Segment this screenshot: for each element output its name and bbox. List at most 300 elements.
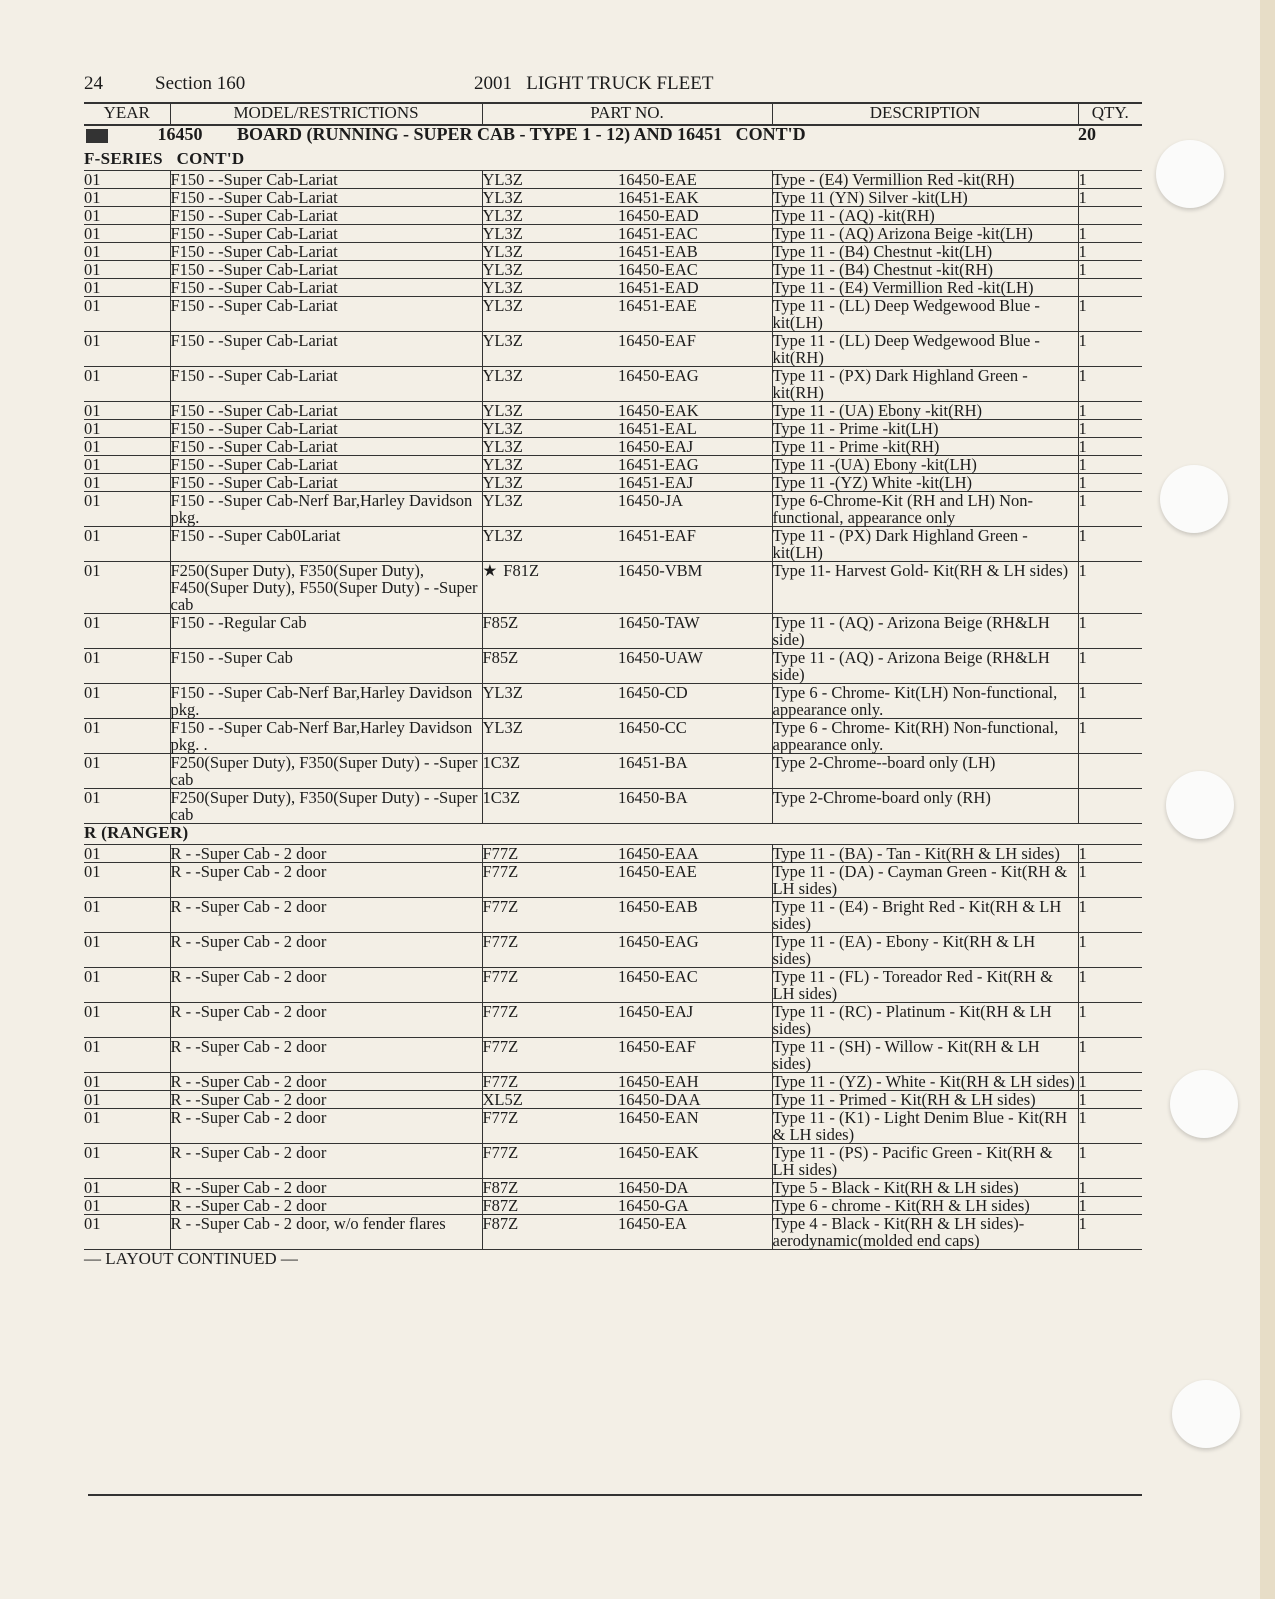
part-number-cell: 16450-EAH (618, 1073, 772, 1091)
part-number-cell: 16451-EAJ (618, 474, 772, 492)
year-cell: 01 (84, 243, 170, 261)
year-cell: 01 (84, 898, 170, 933)
qty-cell: 1 (1078, 1144, 1142, 1179)
table-row (84, 492, 1142, 527)
year-cell: 01 (84, 1073, 170, 1091)
year-cell: 01 (84, 207, 170, 225)
punch-hole (1156, 140, 1224, 208)
model-cell: F250(Super Duty), F350(Super Duty), F450(Super Duty), F550(Super Duty) - -Super cab (170, 562, 482, 614)
part-number-cell: 16451-EAK (618, 189, 772, 207)
col-model: MODEL/RESTRICTIONS (170, 103, 482, 125)
part-prefix-cell (482, 754, 618, 789)
year-cell: 01 (84, 684, 170, 719)
description-cell: Type 11- Harvest Gold- Kit(RH & LH sides) (772, 562, 1078, 614)
year-cell: 01 (84, 1003, 170, 1038)
qty-cell: 1 (1078, 456, 1142, 474)
model-cell: F150 - -Super Cab-Lariat (170, 332, 482, 367)
description-cell: Type 11 -(YZ) White -kit(LH) (772, 474, 1078, 492)
part-prefix: F77Z (482, 862, 519, 881)
qty-cell: 1 (1078, 968, 1142, 1003)
year-cell: 01 (84, 1038, 170, 1073)
qty-cell: 1 (1078, 1179, 1142, 1197)
year-cell: 01 (84, 1091, 170, 1109)
part-prefix-cell (482, 863, 618, 898)
description-cell: Type 11 - (FL) - Toreador Red - Kit(RH & LH sides) (772, 968, 1078, 1003)
table-row (84, 243, 1142, 261)
description-cell: Type 11 - (UA) Ebony -kit(RH) (772, 402, 1078, 420)
part-prefix-cell (482, 1215, 618, 1250)
part-prefix-cell (482, 243, 618, 261)
part-prefix-cell (482, 684, 618, 719)
qty-cell: 1 (1078, 171, 1142, 189)
part-prefix-cell (482, 1038, 618, 1073)
year-cell: 01 (84, 789, 170, 824)
table-row (84, 1091, 1142, 1109)
part-prefix: YL3Z (482, 455, 523, 474)
year-cell: 01 (84, 754, 170, 789)
model-cell: R - -Super Cab - 2 door (170, 1038, 482, 1073)
table-row (84, 207, 1142, 225)
year-cell: 01 (84, 845, 170, 863)
table-row (84, 189, 1142, 207)
part-number-cell: 16450-EAC (618, 261, 772, 279)
page-number: 24 (84, 73, 103, 94)
part-prefix: YL3Z (482, 366, 523, 385)
table-row (84, 171, 1142, 189)
group-header-row (84, 125, 1142, 150)
part-prefix: XL5Z (482, 1090, 523, 1109)
punch-hole (1166, 771, 1234, 839)
qty-cell: 1 (1078, 1038, 1142, 1073)
model-cell: R - -Super Cab - 2 door (170, 933, 482, 968)
part-prefix: YL3Z (482, 278, 523, 297)
part-prefix-cell (482, 1144, 618, 1179)
part-number-cell: 16450-EAJ (618, 438, 772, 456)
part-prefix-cell (482, 402, 618, 420)
punch-hole (1170, 1070, 1238, 1138)
part-prefix: YL3Z (482, 473, 523, 492)
part-prefix-cell (482, 968, 618, 1003)
part-number-cell: 16450-UAW (618, 649, 772, 684)
part-number-cell: 16450-EAG (618, 367, 772, 402)
year-cell: 01 (84, 492, 170, 527)
qty-cell: 1 (1078, 438, 1142, 456)
model-cell: F150 - -Super Cab-Lariat (170, 420, 482, 438)
year-cell: 01 (84, 1144, 170, 1179)
qty-cell: 1 (1078, 562, 1142, 614)
model-cell: F150 - -Super Cab-Lariat (170, 225, 482, 243)
table-row (84, 1073, 1142, 1091)
qty-cell: 1 (1078, 189, 1142, 207)
year-cell: 01 (84, 474, 170, 492)
part-prefix: YL3Z (482, 718, 523, 737)
description-cell: Type 11 - (AQ) -kit(RH) (772, 207, 1078, 225)
part-prefix-cell (482, 789, 618, 824)
part-prefix: F85Z (482, 648, 519, 667)
year-cell: 01 (84, 402, 170, 420)
model-cell: F150 - -Super Cab-Lariat (170, 474, 482, 492)
year-cell: 01 (84, 420, 170, 438)
part-prefix: F77Z (482, 1072, 519, 1091)
description-cell: Type 6-Chrome-Kit (RH and LH) Non-functional, appearance only (772, 492, 1078, 527)
part-prefix-cell (482, 1091, 618, 1109)
table-row (84, 719, 1142, 754)
model-cell: F150 - -Regular Cab (170, 614, 482, 649)
year-cell: 01 (84, 438, 170, 456)
part-prefix: YL3Z (482, 401, 523, 420)
description-cell: Type 2-Chrome--board only (LH) (772, 754, 1078, 789)
table-row (84, 754, 1142, 789)
description-cell: Type 11 - (DA) - Cayman Green - Kit(RH & LH sides) (772, 863, 1078, 898)
part-prefix-cell (482, 297, 618, 332)
model-cell: F150 - -Super Cab-Lariat (170, 243, 482, 261)
part-prefix-cell (482, 171, 618, 189)
qty-cell: 1 (1078, 614, 1142, 649)
description-cell: Type 11 - Prime -kit(LH) (772, 420, 1078, 438)
table-row (84, 438, 1142, 456)
model-cell: F150 - -Super Cab-Lariat (170, 189, 482, 207)
qty-cell: 1 (1078, 1215, 1142, 1250)
year-cell: 01 (84, 933, 170, 968)
part-prefix: YL3Z (482, 526, 523, 545)
description-cell: Type 11 - (AQ) - Arizona Beige (RH&LH side) (772, 649, 1078, 684)
qty-cell (1078, 789, 1142, 824)
year-cell: 01 (84, 863, 170, 898)
description-cell: Type 2-Chrome-board only (RH) (772, 789, 1078, 824)
qty-cell: 1 (1078, 684, 1142, 719)
part-prefix-cell (482, 649, 618, 684)
qty-cell (1078, 207, 1142, 225)
col-description: DESCRIPTION (772, 103, 1078, 125)
table-row (84, 261, 1142, 279)
model-cell: F250(Super Duty), F350(Super Duty) - -Super cab (170, 789, 482, 824)
bottom-rule (88, 1494, 1142, 1496)
part-prefix-cell (482, 261, 618, 279)
description-cell: Type 11 - (SH) - Willow - Kit(RH & LH sides) (772, 1038, 1078, 1073)
year-cell: 01 (84, 456, 170, 474)
part-prefix: 1C3Z (482, 753, 521, 772)
qty-cell: 1 (1078, 225, 1142, 243)
part-prefix-cell (482, 207, 618, 225)
part-prefix: YL3Z (482, 206, 523, 225)
model-cell: R - -Super Cab - 2 door (170, 1179, 482, 1197)
description-cell: Type 11 - (LL) Deep Wedgewood Blue - kit(LH) (772, 297, 1078, 332)
year-cell: 01 (84, 527, 170, 562)
model-cell: F150 - -Super Cab-Lariat (170, 297, 482, 332)
qty-cell (1078, 279, 1142, 297)
part-prefix: F77Z (482, 844, 519, 863)
part-prefix-cell (482, 933, 618, 968)
table-row (84, 1109, 1142, 1144)
qty-cell: 1 (1078, 845, 1142, 863)
part-number-cell: 16450-BA (618, 789, 772, 824)
part-prefix-cell (482, 474, 618, 492)
part-prefix: F77Z (482, 1037, 519, 1056)
col-part-no: PART NO. (482, 103, 772, 125)
description-cell: Type 6 - chrome - Kit(RH & LH sides) (772, 1197, 1078, 1215)
model-cell: F150 - -Super Cab-Lariat (170, 367, 482, 402)
parts-table-body (84, 125, 1142, 1276)
part-number-cell: 16451-EAC (618, 225, 772, 243)
model-cell: R - -Super Cab - 2 door (170, 845, 482, 863)
year-cell: 01 (84, 649, 170, 684)
model-cell: F150 - -Super Cab-Lariat (170, 207, 482, 225)
year-cell: 01 (84, 367, 170, 402)
part-prefix: YL3Z (482, 170, 523, 189)
part-prefix: F77Z (482, 1108, 519, 1127)
table-row (84, 367, 1142, 402)
description-cell: Type 11 - (E4) - Bright Red - Kit(RH & LH sides) (772, 898, 1078, 933)
part-prefix-cell (482, 420, 618, 438)
qty-cell: 1 (1078, 243, 1142, 261)
model-cell: F150 - -Super Cab (170, 649, 482, 684)
part-prefix: F77Z (482, 1002, 519, 1021)
part-number-cell: 16450-DA (618, 1179, 772, 1197)
year-cell: 01 (84, 279, 170, 297)
part-prefix: F81Z (503, 561, 540, 580)
new-part-star-icon: ★ (482, 561, 498, 580)
table-row (84, 1179, 1142, 1197)
part-number-cell: 16450-EAN (618, 1109, 772, 1144)
part-prefix-cell (482, 1179, 618, 1197)
year-cell: 01 (84, 562, 170, 614)
table-row (84, 279, 1142, 297)
section-heading-row (84, 150, 1142, 171)
part-prefix: F87Z (482, 1196, 519, 1215)
part-number-cell: 16450-EAK (618, 402, 772, 420)
description-cell: Type 11 - (B4) Chestnut -kit(RH) (772, 261, 1078, 279)
part-number-cell: 16451-EAE (618, 297, 772, 332)
qty-cell: 1 (1078, 933, 1142, 968)
qty-cell: 1 (1078, 898, 1142, 933)
table-row (84, 968, 1142, 1003)
part-prefix: YL3Z (482, 224, 523, 243)
table-row (84, 456, 1142, 474)
model-cell: F150 - -Super Cab-Nerf Bar,Harley Davidson pkg. . (170, 719, 482, 754)
table-row (84, 845, 1142, 863)
part-number-cell: 16450-GA (618, 1197, 772, 1215)
part-number-cell: 16450-EAB (618, 898, 772, 933)
table-row (84, 1215, 1142, 1250)
qty-cell: 1 (1078, 1091, 1142, 1109)
description-cell: Type 5 - Black - Kit(RH & LH sides) (772, 1179, 1078, 1197)
part-prefix: F85Z (482, 613, 519, 632)
year-cell: 01 (84, 1109, 170, 1144)
model-cell: F250(Super Duty), F350(Super Duty) - -Super cab (170, 754, 482, 789)
part-prefix-cell (482, 492, 618, 527)
table-row (84, 649, 1142, 684)
description-cell: Type - (E4) Vermillion Red -kit(RH) (772, 171, 1078, 189)
part-prefix-cell (482, 562, 618, 614)
part-prefix-cell (482, 898, 618, 933)
table-row (84, 402, 1142, 420)
qty-cell: 1 (1078, 261, 1142, 279)
part-number-cell: 16450-TAW (618, 614, 772, 649)
table-row (84, 1197, 1142, 1215)
model-cell: R - -Super Cab - 2 door (170, 863, 482, 898)
table-row (84, 1144, 1142, 1179)
part-number-cell: 16450-DAA (618, 1091, 772, 1109)
description-cell: Type 6 - Chrome- Kit(RH) Non-functional, appearance only. (772, 719, 1078, 754)
section-title: R (RANGER) (84, 824, 1142, 845)
group-title: BOARD (RUNNING - SUPER CAB - TYPE 1 - 12) AND 16451 CONT'D (237, 124, 806, 144)
section-label: Section 160 (155, 73, 246, 94)
description-cell: Type 11 - (BA) - Tan - Kit(RH & LH sides) (772, 845, 1078, 863)
catalog-title: 2001 LIGHT TRUCK FLEET (474, 73, 714, 94)
section-heading-row (84, 824, 1142, 845)
part-prefix-cell (482, 279, 618, 297)
part-prefix: YL3Z (482, 331, 523, 350)
part-prefix-cell (482, 438, 618, 456)
description-cell: Type 11 -(UA) Ebony -kit(LH) (772, 456, 1078, 474)
column-header-row (84, 103, 1142, 125)
table-row (84, 562, 1142, 614)
part-number-cell: 16451-EAG (618, 456, 772, 474)
model-cell: R - -Super Cab - 2 door (170, 898, 482, 933)
qty-cell: 1 (1078, 332, 1142, 367)
model-cell: F150 - -Super Cab-Lariat (170, 171, 482, 189)
description-cell: Type 4 - Black - Kit(RH & LH sides)- aerodynamic(molded end caps) (772, 1215, 1078, 1250)
parts-table (84, 102, 1142, 1276)
qty-cell: 1 (1078, 649, 1142, 684)
part-number-cell: 16450-JA (618, 492, 772, 527)
part-prefix: 1C3Z (482, 788, 521, 807)
table-row (84, 933, 1142, 968)
section-title: F-SERIES CONT'D (84, 150, 1142, 171)
year-cell: 01 (84, 171, 170, 189)
description-cell: Type 11 - (EA) - Ebony - Kit(RH & LH sides) (772, 933, 1078, 968)
table-row (84, 863, 1142, 898)
model-cell: R - -Super Cab - 2 door (170, 1109, 482, 1144)
part-prefix-cell (482, 1073, 618, 1091)
part-number-cell: 16450-EA (618, 1215, 772, 1250)
model-cell: F150 - -Super Cab0Lariat (170, 527, 482, 562)
model-cell: R - -Super Cab - 2 door (170, 1091, 482, 1109)
description-cell: Type 11 - (B4) Chestnut -kit(LH) (772, 243, 1078, 261)
year-cell: 01 (84, 261, 170, 279)
part-prefix-cell (482, 367, 618, 402)
model-cell: R - -Super Cab - 2 door (170, 1197, 482, 1215)
part-number-cell: 16451-EAB (618, 243, 772, 261)
qty-cell: 1 (1078, 719, 1142, 754)
description-cell: Type 11 - (PX) Dark Highland Green - kit(RH) (772, 367, 1078, 402)
punch-hole (1172, 1380, 1240, 1448)
part-prefix-cell (482, 225, 618, 243)
continued-row (84, 1250, 1142, 1277)
table-row (84, 898, 1142, 933)
part-prefix-cell (482, 1003, 618, 1038)
part-prefix: YL3Z (482, 683, 523, 702)
qty-cell: 1 (1078, 1003, 1142, 1038)
table-row (84, 1038, 1142, 1073)
description-cell: Type 11 - (AQ) - Arizona Beige (RH&LH side) (772, 614, 1078, 649)
part-number-cell: 16450-EAG (618, 933, 772, 968)
qty-cell: 1 (1078, 492, 1142, 527)
part-prefix: F77Z (482, 897, 519, 916)
qty-cell: 1 (1078, 297, 1142, 332)
group-number: 16450 (157, 124, 203, 144)
part-number-cell: 16451-EAD (618, 279, 772, 297)
part-number-cell: 16450-EAE (618, 171, 772, 189)
table-row (84, 474, 1142, 492)
part-prefix: YL3Z (482, 419, 523, 438)
table-row (84, 1003, 1142, 1038)
model-cell: R - -Super Cab - 2 door (170, 968, 482, 1003)
table-row (84, 614, 1142, 649)
part-prefix: YL3Z (482, 437, 523, 456)
year-cell: 01 (84, 189, 170, 207)
part-prefix: F77Z (482, 932, 519, 951)
model-cell: R - -Super Cab - 2 door (170, 1144, 482, 1179)
page-header (84, 73, 1144, 97)
part-prefix-cell (482, 845, 618, 863)
part-prefix-cell (482, 527, 618, 562)
qty-cell: 1 (1078, 1073, 1142, 1091)
description-cell: Type 11 - (RC) - Platinum - Kit(RH & LH sides) (772, 1003, 1078, 1038)
description-cell: Type 11 - (LL) Deep Wedgewood Blue - kit(RH) (772, 332, 1078, 367)
description-cell: Type 11 - (AQ) Arizona Beige -kit(LH) (772, 225, 1078, 243)
part-number-cell: 16450-EAA (618, 845, 772, 863)
year-cell: 01 (84, 297, 170, 332)
model-cell: R - -Super Cab - 2 door (170, 1073, 482, 1091)
table-row (84, 789, 1142, 824)
description-cell: Type 11 - (E4) Vermillion Red -kit(LH) (772, 279, 1078, 297)
col-year: YEAR (84, 103, 170, 125)
description-cell: Type 11 - Primed - Kit(RH & LH sides) (772, 1091, 1078, 1109)
part-prefix: F77Z (482, 1143, 519, 1162)
part-prefix-cell (482, 1197, 618, 1215)
year-cell: 01 (84, 225, 170, 243)
qty-cell: 1 (1078, 402, 1142, 420)
year-cell: 01 (84, 332, 170, 367)
group-qty: 20 (1078, 124, 1096, 144)
part-prefix-cell (482, 1109, 618, 1144)
description-cell: Type 11 (YN) Silver -kit(LH) (772, 189, 1078, 207)
part-number-cell: 16450-EAC (618, 968, 772, 1003)
model-cell: R - -Super Cab - 2 door, w/o fender flares (170, 1215, 482, 1250)
group-marker-box (86, 129, 108, 143)
part-number-cell: 16450-VBM (618, 562, 772, 614)
part-number-cell: 16450-CD (618, 684, 772, 719)
description-cell: Type 11 - (PX) Dark Highland Green - kit(LH) (772, 527, 1078, 562)
model-cell: F150 - -Super Cab-Lariat (170, 456, 482, 474)
part-prefix-cell (482, 614, 618, 649)
part-number-cell: 16451-BA (618, 754, 772, 789)
part-prefix-cell (482, 332, 618, 367)
year-cell: 01 (84, 719, 170, 754)
part-prefix-cell (482, 456, 618, 474)
year-cell: 01 (84, 1179, 170, 1197)
year-cell: 01 (84, 614, 170, 649)
description-cell: Type 11 - (YZ) - White - Kit(RH & LH sides) (772, 1073, 1078, 1091)
part-prefix: YL3Z (482, 242, 523, 261)
qty-cell: 1 (1078, 420, 1142, 438)
part-number-cell: 16450-EAK (618, 1144, 772, 1179)
part-prefix: YL3Z (482, 296, 523, 315)
qty-cell: 1 (1078, 527, 1142, 562)
part-number-cell: 16450-EAF (618, 332, 772, 367)
qty-cell: 1 (1078, 1109, 1142, 1144)
part-number-cell: 16450-CC (618, 719, 772, 754)
year-cell: 01 (84, 968, 170, 1003)
qty-cell (1078, 754, 1142, 789)
part-prefix: F77Z (482, 967, 519, 986)
part-number-cell: 16451-EAF (618, 527, 772, 562)
model-cell: F150 - -Super Cab-Lariat (170, 279, 482, 297)
model-cell: F150 - -Super Cab-Lariat (170, 261, 482, 279)
part-number-cell: 16451-EAL (618, 420, 772, 438)
table-row (84, 332, 1142, 367)
